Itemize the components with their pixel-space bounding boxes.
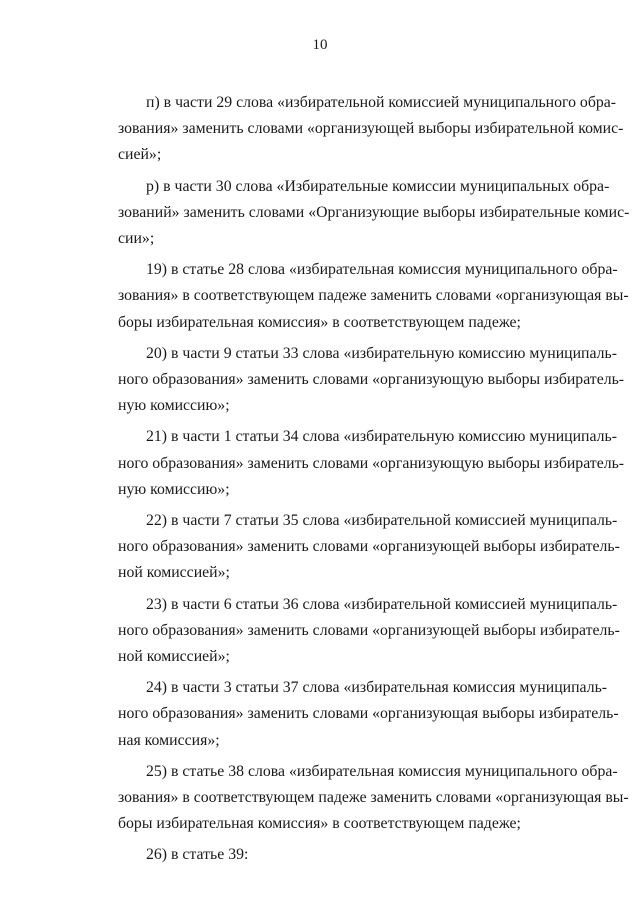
paragraph xyxy=(118,257,629,336)
text-line: 25) в статье 38 слова «избирательная комиссия муниципального обра- xyxy=(146,762,618,780)
text-line: ной комиссией»; xyxy=(118,648,230,666)
text-line: 24) в части 3 статьи 37 слова «избирательная комиссия муниципаль- xyxy=(146,679,608,697)
text-line: зования» в соответствующем падеже заменить словами «организующая вы- xyxy=(118,287,629,305)
text-line: ной комиссией»; xyxy=(118,564,230,582)
paragraph xyxy=(118,675,619,754)
text-line: боры избирательная комиссия» в соответствующем падеже; xyxy=(118,815,521,833)
text-line: зования» заменить словами «организующей выборы избирательной комис- xyxy=(118,120,624,138)
document-body xyxy=(118,90,630,874)
text-line: 22) в части 7 статьи 35 слова «избирательной комиссией муниципаль- xyxy=(146,512,618,530)
paragraph xyxy=(118,508,620,587)
text-line: 21) в части 1 статьи 34 слова «избирательную комиссию муниципаль- xyxy=(146,428,618,446)
text-line: р) в части 30 слова «Избирательные комиссии муниципальных обра- xyxy=(146,177,610,195)
text-line: ную комиссию»; xyxy=(118,397,230,415)
text-line: зований» заменить словами «Организующие выборы избирательные комис- xyxy=(118,203,630,221)
text-line: ного образования» заменить словами «организующую выборы избиратель- xyxy=(118,454,625,472)
paragraph xyxy=(118,90,624,169)
paragraph xyxy=(118,341,625,420)
text-line: боры избирательная комиссия» в соответствующем падеже; xyxy=(118,313,521,331)
text-line: 20) в части 9 статьи 33 слова «избирательную комиссию муниципаль- xyxy=(146,344,618,362)
text-line: 26) в статье 39: xyxy=(146,846,249,864)
page-number: 10 xyxy=(312,37,328,53)
paragraph xyxy=(118,759,629,838)
paragraph xyxy=(118,174,630,253)
text-line: 23) в части 6 статьи 36 слова «избирательной комиссией муниципаль- xyxy=(146,595,618,613)
paragraph xyxy=(118,842,601,868)
text-line: ного образования» заменить словами «организующей выборы избиратель- xyxy=(118,538,620,556)
paragraph xyxy=(118,592,620,671)
text-line: п) в части 29 слова «избирательной комиссией муниципального обра- xyxy=(146,94,617,111)
paragraph xyxy=(118,424,625,503)
text-line: зования» в соответствующем падеже заменить словами «организующая вы- xyxy=(118,789,629,807)
text-line: сией»; xyxy=(118,146,162,164)
text-line: 19) в статье 28 слова «избирательная комиссия муниципального обра- xyxy=(146,261,618,279)
text-line: ного образования» заменить словами «организующую выборы избиратель- xyxy=(118,371,625,389)
text-line: ного образования» заменить словами «организующей выборы избиратель- xyxy=(118,621,620,639)
text-line: ного образования» заменить словами «организующая выборы избиратель- xyxy=(118,705,619,723)
text-line: ная комиссия»; xyxy=(118,731,220,749)
text-line: ную комиссию»; xyxy=(118,480,230,498)
text-line: сии»; xyxy=(118,230,155,248)
